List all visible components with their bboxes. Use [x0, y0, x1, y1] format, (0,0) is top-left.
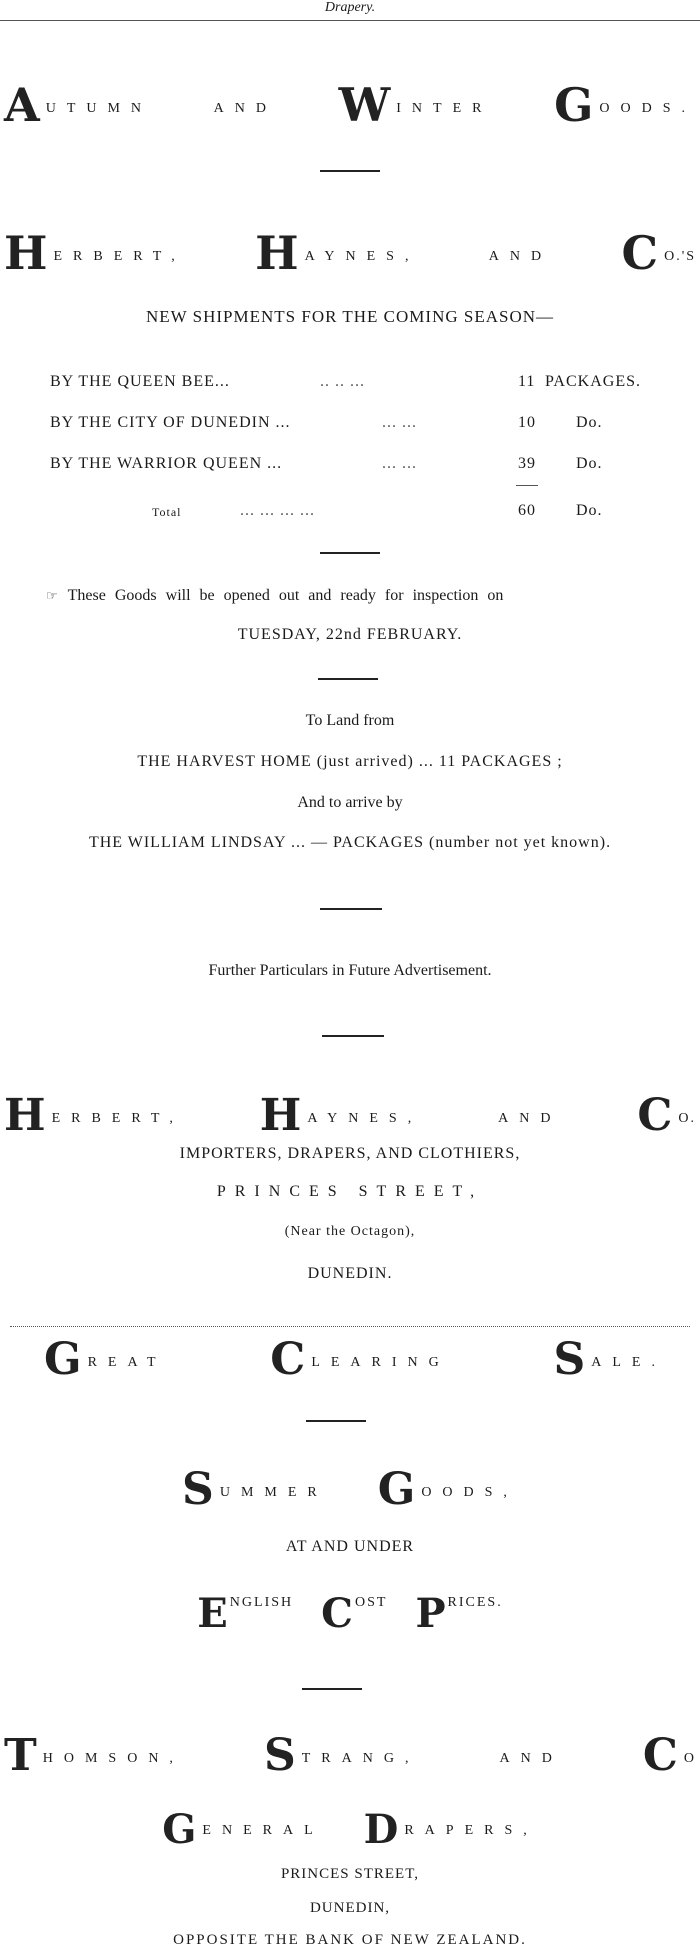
inspection-date: TUESDAY, 22nd FEBRUARY. — [237, 626, 463, 643]
opposite-bank-line: OPPOSITE THE BANK OF NEW ZEALAND. — [173, 1932, 527, 1948]
general-drapers-heading — [0, 1800, 700, 1853]
total-qty: 60 — [518, 502, 536, 519]
firm-word-thomson: T HOMSON, — [4, 1730, 184, 1781]
shipment-name: BY THE CITY OF DUNEDIN ... — [50, 414, 291, 431]
leader-dots: ... ... — [382, 455, 417, 472]
header-rule — [0, 20, 700, 21]
english-cost-prices — [0, 1586, 700, 1637]
shipment-name: BY THE QUEEN BEE... — [50, 373, 230, 390]
short-rule — [318, 678, 378, 680]
sum-rule — [516, 485, 538, 486]
headline-word-great: G REAT — [44, 1334, 167, 1385]
word-general: G ENERAL — [162, 1806, 324, 1853]
firm-word-herbert: H ERBERT, — [4, 226, 186, 280]
ad4-headline — [0, 1330, 700, 1385]
shipment-unit: PACKAGES. — [545, 373, 641, 390]
business-description: IMPORTERS, DRAPERS, AND CLOTHIERS, — [179, 1145, 521, 1162]
section-header: Drapery. — [324, 0, 376, 15]
summer-goods-heading — [0, 1458, 700, 1515]
shipment-qty: 39 — [518, 455, 536, 472]
near-octagon: (Near the Octagon), — [284, 1224, 416, 1239]
dotted-rule — [10, 1326, 690, 1327]
headline-word-autumn: A UTUMN — [4, 78, 153, 132]
firm-word-haynes: H AYNES, — [255, 226, 420, 280]
firm-word-and: AND — [499, 1751, 563, 1766]
street-address: PRINCES STREET, — [280, 1866, 420, 1882]
shipment-qty: 11 — [518, 373, 536, 390]
further-particulars: Further Particulars in Future Advertisement. — [208, 962, 492, 979]
firm-word-herbert: H ERBERT, — [4, 1090, 184, 1141]
total-label: Total — [152, 505, 182, 519]
firm-word-and: AND — [488, 249, 553, 264]
short-rule — [320, 908, 382, 910]
to-arrive-label: And to arrive by — [297, 794, 403, 811]
word-cost: C OST — [321, 1590, 388, 1637]
shipment-name: BY THE WARRIOR QUEEN ... — [50, 455, 283, 472]
shipment-qty: 10 — [518, 414, 536, 431]
inspection-notice: ☞ These Goods will be opened out and ready for inspection on — [46, 587, 504, 604]
word-english: E NGLISH — [197, 1590, 294, 1637]
headline-word-sale: S ALE. — [553, 1334, 666, 1385]
city-name: DUNEDIN. — [307, 1265, 393, 1282]
firm-word-co: C O. — [637, 1090, 696, 1141]
firm-word-cos: C O.'S — [621, 226, 696, 280]
firm-word-and: AND — [498, 1111, 562, 1126]
firm-word-co: C O — [642, 1730, 696, 1781]
ad3-firm-name — [0, 1086, 700, 1141]
city-name: DUNEDIN, — [309, 1900, 391, 1916]
headline-word-clearing: C LEARING — [270, 1334, 450, 1385]
headline-word-and: AND — [213, 101, 277, 116]
word-summer: S UMMER — [182, 1464, 328, 1515]
harvest-home-line: THE HARVEST HOME (just arrived) ... 11 PACKAGES ; — [137, 753, 563, 770]
william-lindsay-line: THE WILLIAM LINDSAY ... — PACKAGES (number not yet known). — [88, 834, 612, 851]
firm-word-haynes: H AYNES, — [259, 1090, 423, 1141]
short-rule — [320, 552, 380, 554]
at-and-under: AT AND UNDER — [285, 1538, 415, 1555]
short-rule — [320, 170, 380, 172]
ad5-firm-name — [0, 1726, 700, 1781]
leader-dots: .. .. ... — [320, 373, 365, 390]
to-land-label: To Land from — [305, 712, 395, 729]
ad2-firm-name — [0, 220, 700, 280]
ad1-headline — [0, 72, 700, 132]
street-address: PRINCES STREET, — [216, 1183, 484, 1200]
word-prices: P RICES. — [415, 1590, 503, 1637]
total-unit: Do. — [576, 502, 603, 519]
word-drapers: D RAPERS, — [363, 1806, 538, 1853]
word-goods: G OODS, — [377, 1464, 518, 1515]
shipment-unit: Do. — [576, 414, 603, 431]
leader-dots: ... ... ... ... — [240, 502, 315, 519]
short-rule — [322, 1035, 384, 1037]
firm-word-strang: S TRANG, — [263, 1730, 420, 1781]
short-rule — [306, 1420, 366, 1422]
headline-word-winter: W INTER — [338, 78, 493, 132]
shipment-unit: Do. — [576, 455, 603, 472]
pointing-hand-icon: ☞ — [46, 588, 58, 603]
short-rule — [302, 1688, 362, 1690]
headline-word-goods: G OODS. — [554, 78, 696, 132]
leader-dots: ... ... — [382, 414, 417, 431]
shipments-subtitle: NEW SHIPMENTS FOR THE COMING SEASON— — [146, 307, 554, 326]
